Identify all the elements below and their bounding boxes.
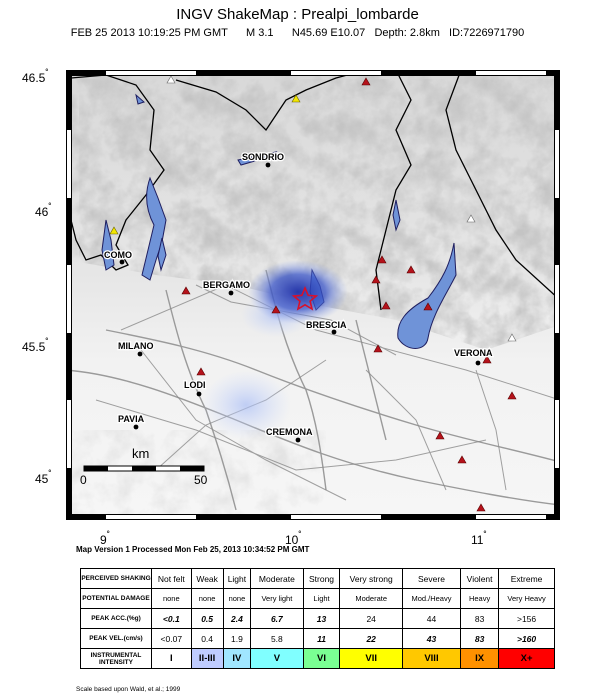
cell: none	[191, 589, 223, 609]
intensity-cell: IV	[223, 649, 251, 669]
cell: 83	[461, 609, 499, 629]
cell: none	[152, 589, 192, 609]
shake-zone-main	[248, 260, 348, 324]
cell: Very strong	[340, 569, 402, 589]
lat-label-45-5: 45.5˚	[22, 338, 49, 354]
lon-label-9: 9˚	[100, 531, 111, 547]
lat-label-46: 46˚	[35, 203, 52, 219]
cell: Very Heavy	[499, 589, 555, 609]
city-dot-verona	[476, 361, 481, 366]
event-info-line	[0, 27, 595, 39]
event-depth: Depth: 2.8km	[374, 27, 440, 39]
lon-label-11: 11˚	[471, 531, 487, 547]
city-dot-brescia	[332, 330, 337, 335]
cell: >156	[499, 609, 555, 629]
row-damage	[81, 589, 555, 609]
event-magnitude: M 3.1	[246, 27, 274, 39]
event-location: N45.69 E10.07	[291, 27, 366, 39]
row-intensity	[81, 649, 555, 669]
intensity-cell: X+	[499, 649, 555, 669]
intensity-cell: VIII	[402, 649, 460, 669]
cell: Light	[223, 569, 251, 589]
cell: Extreme	[499, 569, 555, 589]
cell: 5.8	[251, 629, 303, 649]
shakemap	[66, 70, 560, 520]
city-label-bergamo: BERGAMO	[203, 280, 250, 290]
cell: 22	[340, 629, 402, 649]
scale-bar-unit: km	[132, 446, 150, 461]
cell: Moderate	[251, 569, 303, 589]
cell: Light	[303, 589, 340, 609]
cell: <0.1	[152, 609, 192, 629]
intensity-cell: II-III	[191, 649, 223, 669]
city-dot-pavia	[134, 425, 139, 430]
cell: Violent	[461, 569, 499, 589]
city-label-lodi: LODI	[184, 380, 206, 390]
cell: 43	[402, 629, 460, 649]
cell: 1.9	[223, 629, 251, 649]
lat-label-46-5: 46.5˚	[22, 69, 49, 85]
row-vel	[81, 629, 555, 649]
city-label-cremona: CREMONA	[266, 427, 313, 437]
scale-credit: Scale based upon Wald, et al.; 1999	[76, 686, 181, 693]
city-label-verona: VERONA	[454, 348, 493, 358]
cell: Weak	[191, 569, 223, 589]
row-label-vel: PEAK VEL.(cm/s)	[81, 629, 152, 649]
row-acc	[81, 609, 555, 629]
cell: Severe	[402, 569, 460, 589]
row-label-shaking: PERCEIVED SHAKING	[81, 569, 152, 589]
intensity-cell: IX	[461, 649, 499, 669]
map-title: INGV ShakeMap : Prealpi_lombarde	[176, 6, 419, 23]
cell: 6.7	[251, 609, 303, 629]
cell: >160	[499, 629, 555, 649]
row-label-damage: POTENTIAL DAMAGE	[81, 589, 152, 609]
lat-label-45: 45˚	[35, 470, 52, 486]
city-label-brescia: BRESCIA	[306, 320, 347, 330]
intensity-scale-table	[80, 568, 555, 669]
row-shaking	[81, 569, 555, 589]
city-label-milano: MILANO	[118, 341, 154, 351]
cell: 24	[340, 609, 402, 629]
event-date: FEB 25 2013 10:19:25 PM GMT	[70, 27, 228, 39]
cell: Not felt	[152, 569, 192, 589]
cell: Heavy	[461, 589, 499, 609]
cell: Moderate	[340, 589, 402, 609]
cell: Very light	[251, 589, 303, 609]
cell: none	[223, 589, 251, 609]
city-dot-como	[120, 260, 125, 265]
cell: 83	[461, 629, 499, 649]
city-dot-milano	[138, 352, 143, 357]
version-line: Map Version 1 Processed Mon Feb 25, 2013 10:34:52 PM GMT	[76, 545, 310, 554]
cell: 44	[402, 609, 460, 629]
cell: 0.5	[191, 609, 223, 629]
row-label-acc: PEAK ACC.(%g)	[81, 609, 152, 629]
intensity-cell: I	[152, 649, 192, 669]
row-label-intensity: INSTRUMENTAL INTENSITY	[81, 649, 152, 669]
city-dot-cremona	[296, 438, 301, 443]
cell: <0.07	[152, 629, 192, 649]
city-label-como: COMO	[104, 250, 132, 260]
cell: Strong	[303, 569, 340, 589]
intensity-cell: VI	[303, 649, 340, 669]
cell: 0.4	[191, 629, 223, 649]
scale-bar-start: 0	[80, 473, 87, 487]
intensity-cell: VII	[340, 649, 402, 669]
city-dot-sondrio	[266, 163, 271, 168]
event-id: ID:7226971790	[449, 27, 525, 39]
scale-bar-end: 50	[194, 473, 208, 487]
lon-label-10: 10˚	[285, 531, 302, 547]
cell: 2.4	[223, 609, 251, 629]
intensity-cell: V	[251, 649, 303, 669]
cell: Mod./Heavy	[402, 589, 460, 609]
city-label-sondrio: SONDRIO	[242, 152, 285, 162]
city-dot-lodi	[197, 392, 202, 397]
cell: 11	[303, 629, 340, 649]
cell: 13	[303, 609, 340, 629]
city-label-pavia: PAVIA	[118, 414, 145, 424]
city-dot-bergamo	[229, 291, 234, 296]
